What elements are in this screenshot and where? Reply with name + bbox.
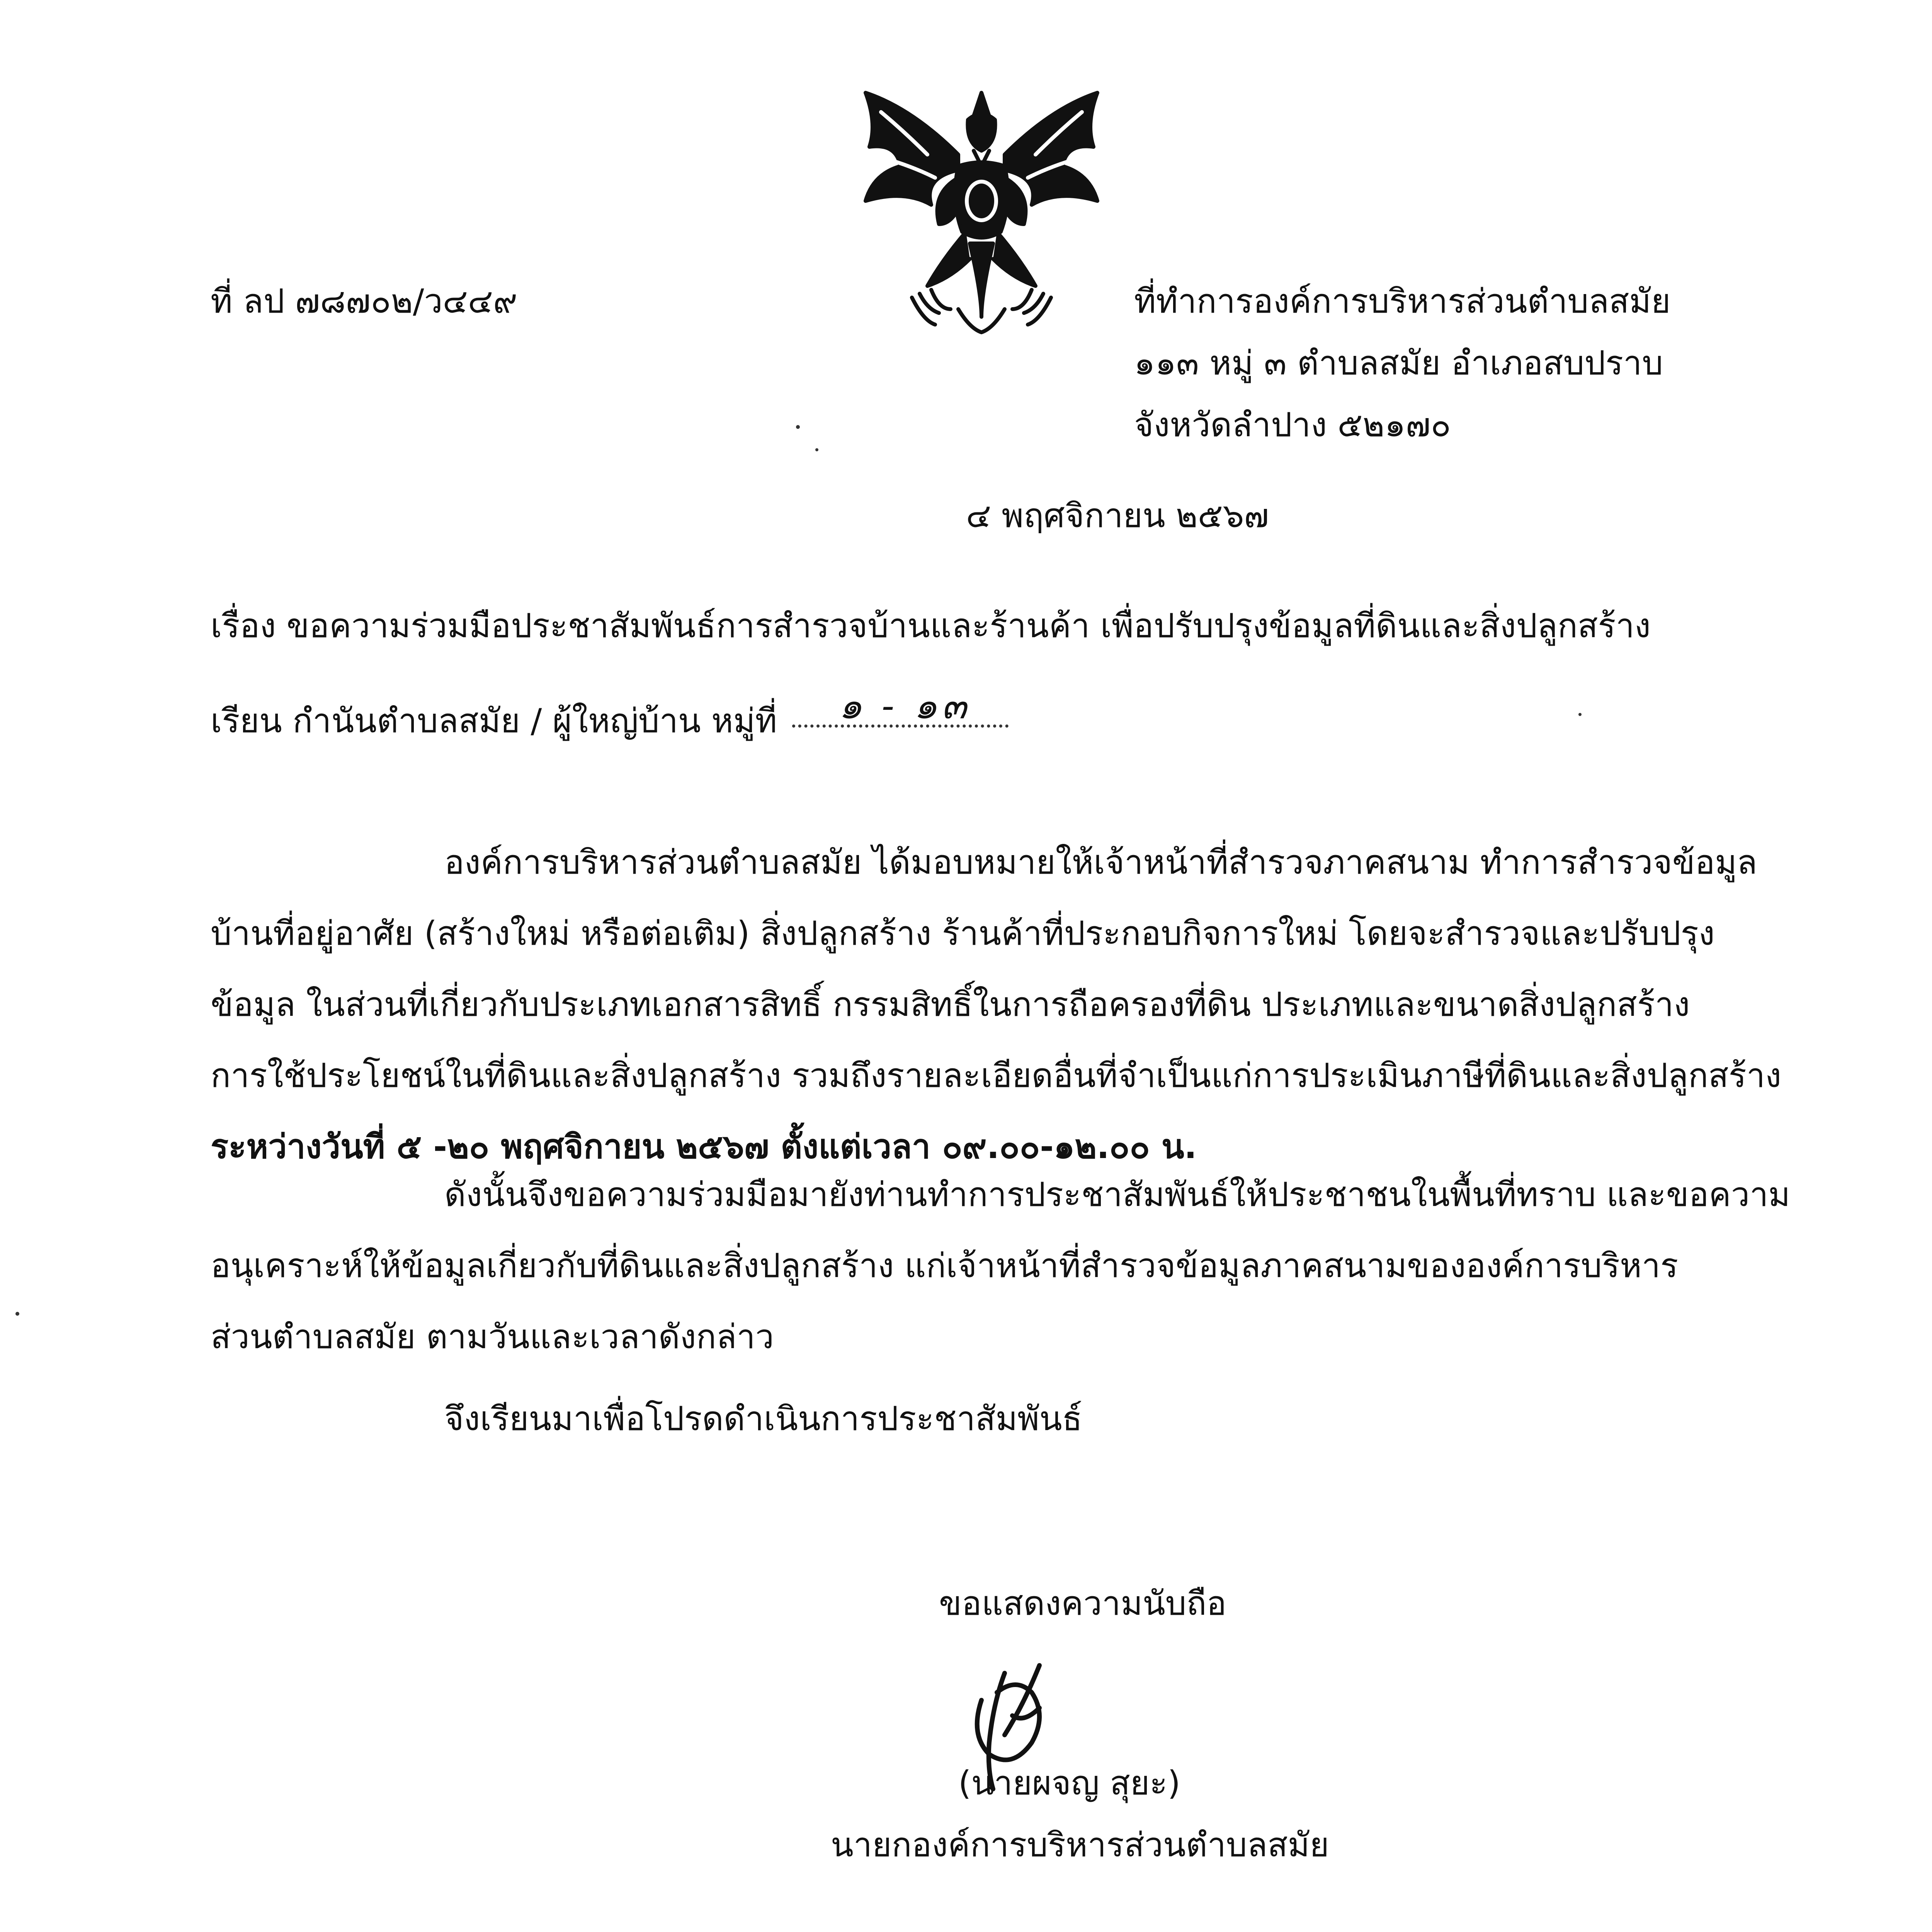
paragraph-1-line-4: การใช้ประโยชน์ในที่ดินและสิ่งปลูกสร้าง รวมถึงรายละเอียดอื่นที่จำเป็นแก่การประเมินภาษีที่ดินและสิ่งปลูกสร้าง (211, 1056, 1782, 1095)
signer-name: (นายผจญ สุยะ) (958, 1764, 1181, 1803)
survey-period-bold: ระหว่างวันที่ ๕ -๒๐ พฤศจิกายน ๒๕๖๗ ตั้งแต่เวลา ๐๙.๐๐-๑๒.๐๐ น. (211, 1128, 1197, 1166)
sender-address-line-3: จังหวัดลำปาง ๕๒๑๗๐ (1134, 406, 1451, 444)
letter-date: ๔ พฤศจิกายน ๒๕๖๗ (966, 497, 1269, 535)
paragraph-3: จึงเรียนมาเพื่อโปรดดำเนินการประชาสัมพันธ์ (444, 1400, 1083, 1438)
sender-address-line-1: ที่ทำการองค์การบริหารส่วนตำบลสมัย (1134, 282, 1671, 321)
closing-phrase: ขอแสดงความนับถือ (939, 1584, 1227, 1623)
scan-speck (815, 448, 818, 451)
paragraph-2-line-2: อนุเคราะห์ให้ข้อมูลเกี่ยวกับที่ดินและสิ่งปลูกสร้าง แก่เจ้าหน้าที่สำรวจข้อมูลภาคสนามขององค์การบริหาร (211, 1247, 1679, 1285)
paragraph-1-line-2: บ้านที่อยู่อาศัย (สร้างใหม่ หรือต่อเติม) สิ่งปลูกสร้าง ร้านค้าที่ประกอบกิจการใหม่ โดยจะสำรวจและปรับปรุง (211, 914, 1715, 953)
reference-number: ที่ ลป ๗๘๗๐๒/ว๔๔๙ (211, 282, 517, 321)
salutation-fill-field (792, 684, 1009, 732)
paragraph-2-line-3: ส่วนตำบลสมัย ตามวันและเวลาดังกล่าว (211, 1318, 774, 1356)
salutation-line (211, 684, 1009, 743)
paragraph-1-line-3: ข้อมูล ในส่วนที่เกี่ยวกับประเภทเอกสารสิทธิ์ กรรมสิทธิ์ในการถือครองที่ดิน ประเภทและขนาดสิ่งปลูกสร้าง (211, 985, 1690, 1024)
garuda-emblem (842, 77, 1121, 340)
handwritten-village-range: ๑ - ๑๓ (838, 684, 971, 728)
paragraph-2-line-1: ดังนั้นจึงขอความร่วมมือมายังท่านทำการประชาสัมพันธ์ให้ประชาชนในพื้นที่ทราบ และขอความ (444, 1175, 1791, 1214)
scan-speck (15, 1312, 19, 1316)
sender-address-line-2: ๑๑๓ หมู่ ๓ ตำบลสมัย อำเภอสบปราบ (1134, 344, 1663, 383)
signer-position: นายกองค์การบริหารส่วนตำบลสมัย (831, 1826, 1329, 1864)
scan-speck (796, 425, 800, 429)
scan-speck (1578, 713, 1582, 716)
paragraph-1-line-1: องค์การบริหารส่วนตำบลสมัย ได้มอบหมายให้เจ้าหน้าที่สำรวจภาคสนาม ทำการสำรวจข้อมูล (444, 843, 1757, 882)
salutation-text: เรียน กำนันตำบลสมัย / ผู้ใหญ่บ้าน หมู่ที่ (211, 702, 777, 740)
letter-subject: เรื่อง ขอความร่วมมือประชาสัมพันธ์การสำรวจบ้านและร้านค้า เพื่อปรับปรุงข้อมูลที่ดินและสิ่งปลูกสร้าง (211, 607, 1651, 645)
